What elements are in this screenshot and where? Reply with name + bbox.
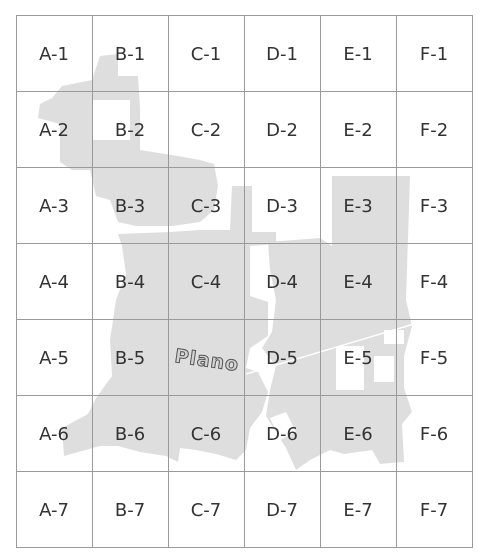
grid-cell-e4[interactable]: E-4 [343, 271, 373, 293]
grid-cell-d1[interactable]: D-1 [266, 43, 298, 65]
grid-cell-d6[interactable]: D-6 [266, 423, 298, 445]
grid-cell-c5[interactable] [168, 320, 244, 396]
grid-cell-a6[interactable]: A-6 [39, 423, 69, 445]
grid-cell-e5[interactable]: E-5 [343, 347, 373, 369]
grid-cell-c1[interactable]: C-1 [190, 43, 222, 65]
grid-cell-b4[interactable]: B-4 [114, 271, 146, 293]
grid-cell-a5[interactable]: A-5 [39, 347, 69, 369]
grid-cell-a1[interactable]: A-1 [39, 43, 69, 65]
grid-cell-e7[interactable]: E-7 [343, 499, 373, 521]
grid-cell-f2[interactable]: F-2 [419, 119, 449, 141]
grid-cell-f6[interactable]: F-6 [419, 423, 449, 445]
grid-cell-b5[interactable]: B-5 [114, 347, 146, 369]
grid-cell-c2[interactable]: C-2 [190, 119, 222, 141]
grid-cell-b1[interactable]: B-1 [114, 43, 146, 65]
grid-cell-d5[interactable]: D-5 [266, 347, 298, 369]
grid-cell-d7[interactable]: D-7 [266, 499, 298, 521]
grid-cell-c7[interactable]: C-7 [190, 499, 222, 521]
grid-cell-e2[interactable]: E-2 [343, 119, 373, 141]
grid-cell-c3[interactable]: C-3 [190, 195, 222, 217]
grid-cell-b7[interactable]: B-7 [114, 499, 146, 521]
grid-cell-d4[interactable]: D-4 [266, 271, 298, 293]
grid-cell-f7[interactable]: F-7 [419, 499, 449, 521]
grid-cell-b6[interactable]: B-6 [114, 423, 146, 445]
grid-cell-c4[interactable]: C-4 [190, 271, 222, 293]
grid-cell-f4[interactable]: F-4 [419, 271, 449, 293]
grid-cell-b2[interactable]: B-2 [114, 119, 146, 141]
grid-cell-a3[interactable]: A-3 [39, 195, 69, 217]
grid-cell-d2[interactable]: D-2 [266, 119, 298, 141]
grid-cell-f3[interactable]: F-3 [419, 195, 449, 217]
grid-cell-d3[interactable]: D-3 [266, 195, 298, 217]
grid-cell-c6[interactable]: C-6 [190, 423, 222, 445]
grid-cell-a7[interactable]: A-7 [39, 499, 69, 521]
grid-cell-e6[interactable]: E-6 [343, 423, 373, 445]
grid-cell-b3[interactable]: B-3 [114, 195, 146, 217]
place-label: Plano [173, 345, 241, 376]
grid-cell-e3[interactable]: E-3 [343, 195, 373, 217]
grid-cell-f5[interactable]: F-5 [419, 347, 449, 369]
grid-cell-f1[interactable]: F-1 [419, 43, 449, 65]
grid-cell-a4[interactable]: A-4 [39, 271, 69, 293]
grid-cell-a2[interactable]: A-2 [39, 119, 69, 141]
grid-cell-e1[interactable]: E-1 [343, 43, 373, 65]
